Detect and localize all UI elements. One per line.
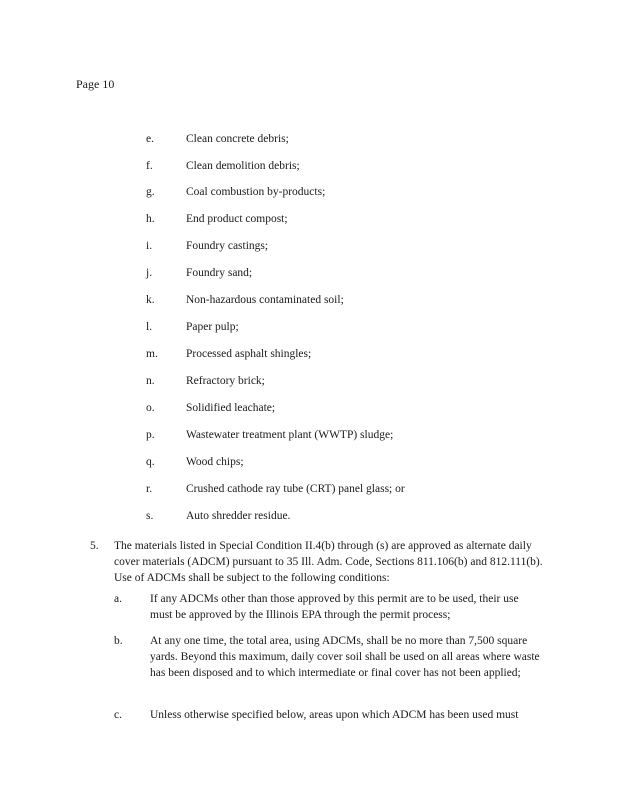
list-item-text: Foundry castings; [186, 240, 269, 252]
list-item-text: Auto shredder residue. [186, 510, 291, 522]
list-item-text: Paper pulp; [186, 321, 239, 333]
list-item-text: Processed asphalt shingles; [186, 348, 312, 360]
subitem-letter: c. [114, 709, 122, 721]
subitem-text: Unless otherwise specified below, areas upon which ADCM has been used must [150, 709, 519, 721]
list-item-text: Non-hazardous contaminated soil; [186, 294, 344, 306]
list-item-text: End product compost; [186, 213, 288, 225]
list-item-letter: m. [146, 348, 158, 360]
list-item-text: Foundry sand; [186, 267, 253, 279]
subitem-letter: b. [114, 635, 123, 647]
list-item-text: Refractory brick; [186, 375, 265, 387]
list-item-letter: k. [146, 294, 155, 306]
list-item-text: Coal combustion by-products; [186, 186, 326, 198]
list-item-text: Wastewater treatment plant (WWTP) sludge; [186, 429, 394, 441]
list-item-letter: q. [146, 456, 155, 468]
list-item-letter: n. [146, 375, 155, 387]
list-item-text: Wood chips; [186, 456, 244, 468]
list-item-letter: f. [146, 160, 153, 172]
list-item-text: Clean demolition debris; [186, 160, 300, 172]
list-item-text: Crushed cathode ray tube (CRT) panel glass; or [186, 483, 405, 495]
list-item-letter: h. [146, 213, 155, 225]
list-item-letter: i. [146, 240, 153, 252]
page-header: Page 10 [76, 77, 115, 91]
list-item-text: Solidified leachate; [186, 402, 276, 414]
list-item-letter: e. [146, 133, 154, 145]
list-item-letter: p. [146, 429, 155, 441]
list-item-letter: g. [146, 186, 155, 198]
list-item-letter: s. [146, 510, 154, 522]
subitem-letter: a. [114, 593, 122, 605]
list-item-letter: o. [146, 402, 155, 414]
condition-text: The materials listed in Special Condition II.4(b) through (s) are approved as alternate daily cover materials (ADCM) pursuant to 35 Ill. Adm. Code, Sections 811.106(b) and 812.111(b). Use of ADCMs shall be subject to the following conditions: [114, 540, 543, 584]
list-item-letter: j. [146, 267, 153, 279]
list-item-text: Clean concrete debris; [186, 133, 289, 145]
condition-number: 5. [90, 540, 99, 552]
list-item-letter: r. [146, 483, 153, 495]
subitem-text: At any one time, the total area, using ADCMs, shall be no more than 7,500 square yards. Beyond this maximum, daily cover soil shall be used on all areas where waste has been disposed and to which intermediate or final cover has not been applied; [150, 635, 540, 679]
subitem-text: If any ADCMs other than those approved by this permit are to be used, their use must be approved by the Illinois EPA through the permit process; [150, 593, 519, 621]
list-item-letter: l. [146, 321, 153, 333]
